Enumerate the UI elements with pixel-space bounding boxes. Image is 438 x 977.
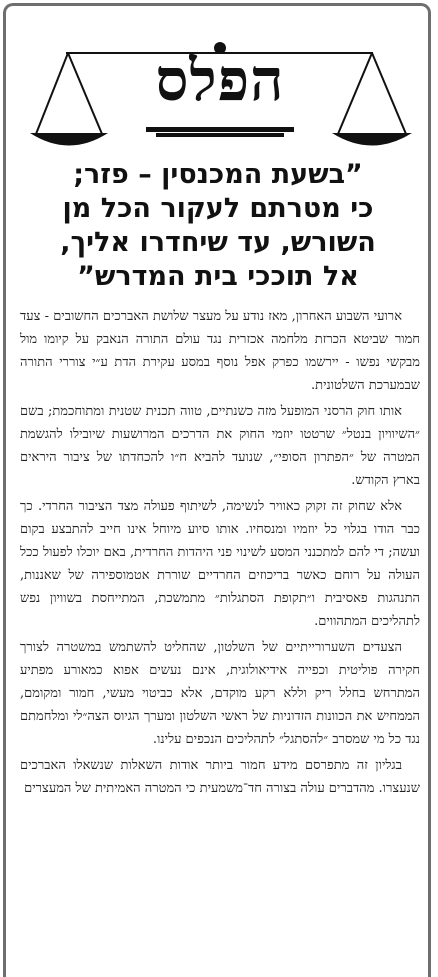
headline-line: אל תוככי בית המדרש” <box>77 261 359 292</box>
headline-line: ”בשעת המכנסין – פזר; <box>73 159 363 190</box>
article-paragraph: אלא שחוק זה זקוק כאוויר לנשימה, לשיתוף פעולה מצד הציבור החרדי. כך כבר הודו בגלוי כל יוזמיו ומנסחיו. אותו סיוע מיוחל אינו חייב להתבצע בקום ועשה; די להם למתכנני המסע לשינוי פני היהדות החרדית, באם יוכלו לפעול ככל העולה על רוחם כאשר בריכוזים החרדיים שוררת אטמוספירה של שאננות, התנהגות פאסיבית ו״תקופת הסתגלות״ מתמשכת, המתייחסת בשוויון נפש לתהליכים המתהווים. <box>20 499 420 629</box>
masthead <box>6 6 428 156</box>
headline-line: כי מטרתם לעקור הכל מן <box>62 193 374 224</box>
article-frame <box>3 3 431 977</box>
article-body <box>20 305 420 803</box>
headline-line: השורש, עד שיחדרו אליך, <box>60 227 376 258</box>
article-paragraph: בגליון זה מתפרסם מידע חמור ביותר אודות השאלות שנשאלו האברכים שנעצרו. מהדברים עולה בצורה חד־משמעית כי המטרה האמיתית של המעצרים <box>20 758 420 796</box>
article-paragraph: ארועי השבוע האחרון, מאז נודע על מעצר שלושת האברכים החשובים - צעד חמור שביטא הכרזת מלחמה אכזרית נגד עולם התורה הנאבק על קיומו מול מבקשי נפשו - יירשמו כפרק אפל נוסף במסע עקירת הדת ע״י צוררי התורה שבמערכת השלטונית. <box>20 309 420 393</box>
article-paragraph: הצעדים השערורייתיים של השלטון, שהחליט להשתמש במשטרה לצורך חקירה פוליטית וכפייה אידיאולוגית, אינם נעשים אפוא כמאורע מפתיע המתרחש בחלל ריק וללא רקע מוקדם, אלא כביטוי מעשי, חמור ומקומם, הממחיש את הכוונות הזדוניות של ראשי השלטון ומערך הגיוס הצה״לי ומלחמתם נגד כל מי שמסרב ״להסתגל״ לתהליכים הנכפים עלינו. <box>20 640 420 747</box>
masthead-title: הפלס <box>155 46 285 114</box>
headline <box>24 158 412 294</box>
article-paragraph: אותו חוק הרסני המופעל מזה כשנתיים, טווה תכנית שטנית ומתוחכמת; בשם ״השיוויון בנטל״ שרטטו יוזמי החוק את הדרכים המרושעות שיובילו להגשמת המטרה של ״הפתרון הסופי״, שנועד להביא ח״ו להכחדתו של ציבור היראים בארץ הקודש. <box>20 404 420 488</box>
